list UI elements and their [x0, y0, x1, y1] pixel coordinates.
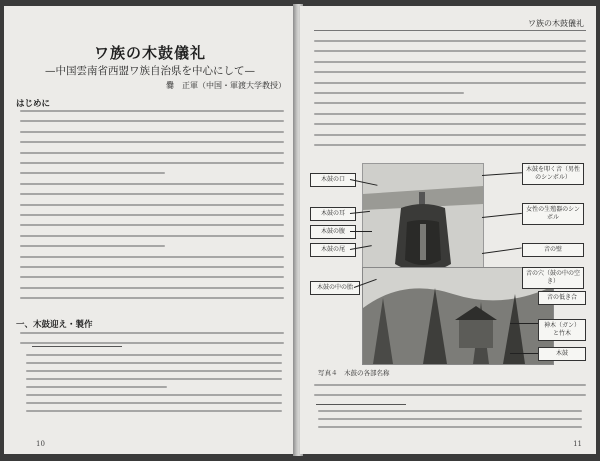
text-line: [318, 426, 582, 428]
text-line: [314, 102, 586, 104]
text-line: [314, 384, 586, 386]
right-page: [300, 6, 596, 454]
text-line: [314, 92, 464, 94]
leader-line: [482, 247, 522, 254]
label-female-symbol: 女性の生殖器のシンボル: [522, 203, 584, 225]
text-line: [20, 183, 284, 185]
text-line: [20, 110, 284, 112]
figure-drum-parts: [310, 163, 586, 363]
text-line: [20, 204, 284, 206]
section-heading-one: 一、木鼓迎え・製作: [16, 320, 93, 330]
text-line: [26, 378, 282, 380]
text-line: [314, 394, 586, 396]
label-drum-belly: 木鼓の腹: [310, 225, 356, 239]
label-sound-hole: 音の穴（鼓の中の空き）: [522, 267, 584, 289]
label-drum-mouth: 木鼓の口: [310, 173, 356, 187]
leader-line: [482, 172, 522, 176]
leader-line: [482, 213, 522, 218]
text-line: [26, 386, 167, 388]
text-line: [314, 144, 586, 146]
text-line: [20, 120, 284, 122]
text-line: [314, 61, 586, 63]
running-header: ワ族の木鼓儀礼: [528, 19, 584, 28]
text-line: [20, 256, 284, 258]
text-line: [20, 214, 284, 216]
text-line: [26, 394, 282, 396]
label-sound-wall: 音の壁: [522, 243, 584, 257]
text-line: [314, 134, 586, 136]
text-line: [26, 402, 282, 404]
text-line: [314, 71, 586, 73]
text-line: [314, 123, 586, 125]
label-male-symbol: 木鼓を叩く音（男性のシンボル）: [522, 163, 584, 185]
text-line: [20, 224, 284, 226]
leader-line: [510, 353, 538, 354]
text-line: [20, 131, 284, 133]
label-drum-ear: 木鼓の耳: [310, 207, 356, 221]
text-line: [20, 152, 284, 154]
article-author: 爨 正軍（中国・軍渡大学教授）: [166, 81, 286, 90]
leader-line: [510, 323, 538, 324]
text-line: [20, 297, 284, 299]
text-line: [20, 342, 284, 344]
text-line: [314, 50, 586, 52]
text-line: [20, 245, 165, 247]
leader-line: [350, 231, 372, 232]
text-line: [26, 370, 282, 372]
label-drum-tail: 木鼓の尾: [310, 243, 356, 257]
text-line: [26, 362, 282, 364]
page-number-right: 11: [573, 440, 582, 448]
text-line: [318, 410, 582, 412]
text-line: [26, 410, 282, 412]
text-line: [20, 332, 284, 334]
page-number-left: 10: [36, 440, 45, 448]
figure-caption: 写真４ 木鼓の各部名称: [318, 369, 390, 377]
text-line: [20, 266, 284, 268]
text-line: [26, 354, 282, 356]
text-line: [318, 418, 582, 420]
text-line: [314, 82, 586, 84]
article-title: ワ族の木鼓儀礼: [93, 44, 206, 62]
text-line: [314, 113, 586, 115]
label-drum-inner: 木鼓の中の胎: [310, 281, 360, 295]
label-wood-drum: 木鼓: [538, 347, 586, 361]
text-line: [20, 235, 284, 237]
footnote-rule: [32, 346, 122, 347]
section-heading-intro: はじめに: [16, 99, 51, 109]
text-line: [20, 287, 284, 289]
label-shrine-tree: 神木（ガン）と竹木: [538, 319, 586, 341]
text-line: [20, 162, 284, 164]
label-low-sound: 音の低き合: [538, 291, 586, 305]
text-line: [314, 40, 586, 42]
header-rule: [314, 30, 586, 31]
text-line: [20, 172, 165, 174]
left-page: [4, 6, 296, 454]
text-line: [20, 141, 284, 143]
text-line: [20, 193, 284, 195]
article-subtitle: —中国雲南省西盟ワ族自治県を中心にして—: [45, 65, 255, 77]
footnote-rule-right: [316, 404, 406, 405]
text-line: [20, 276, 284, 278]
